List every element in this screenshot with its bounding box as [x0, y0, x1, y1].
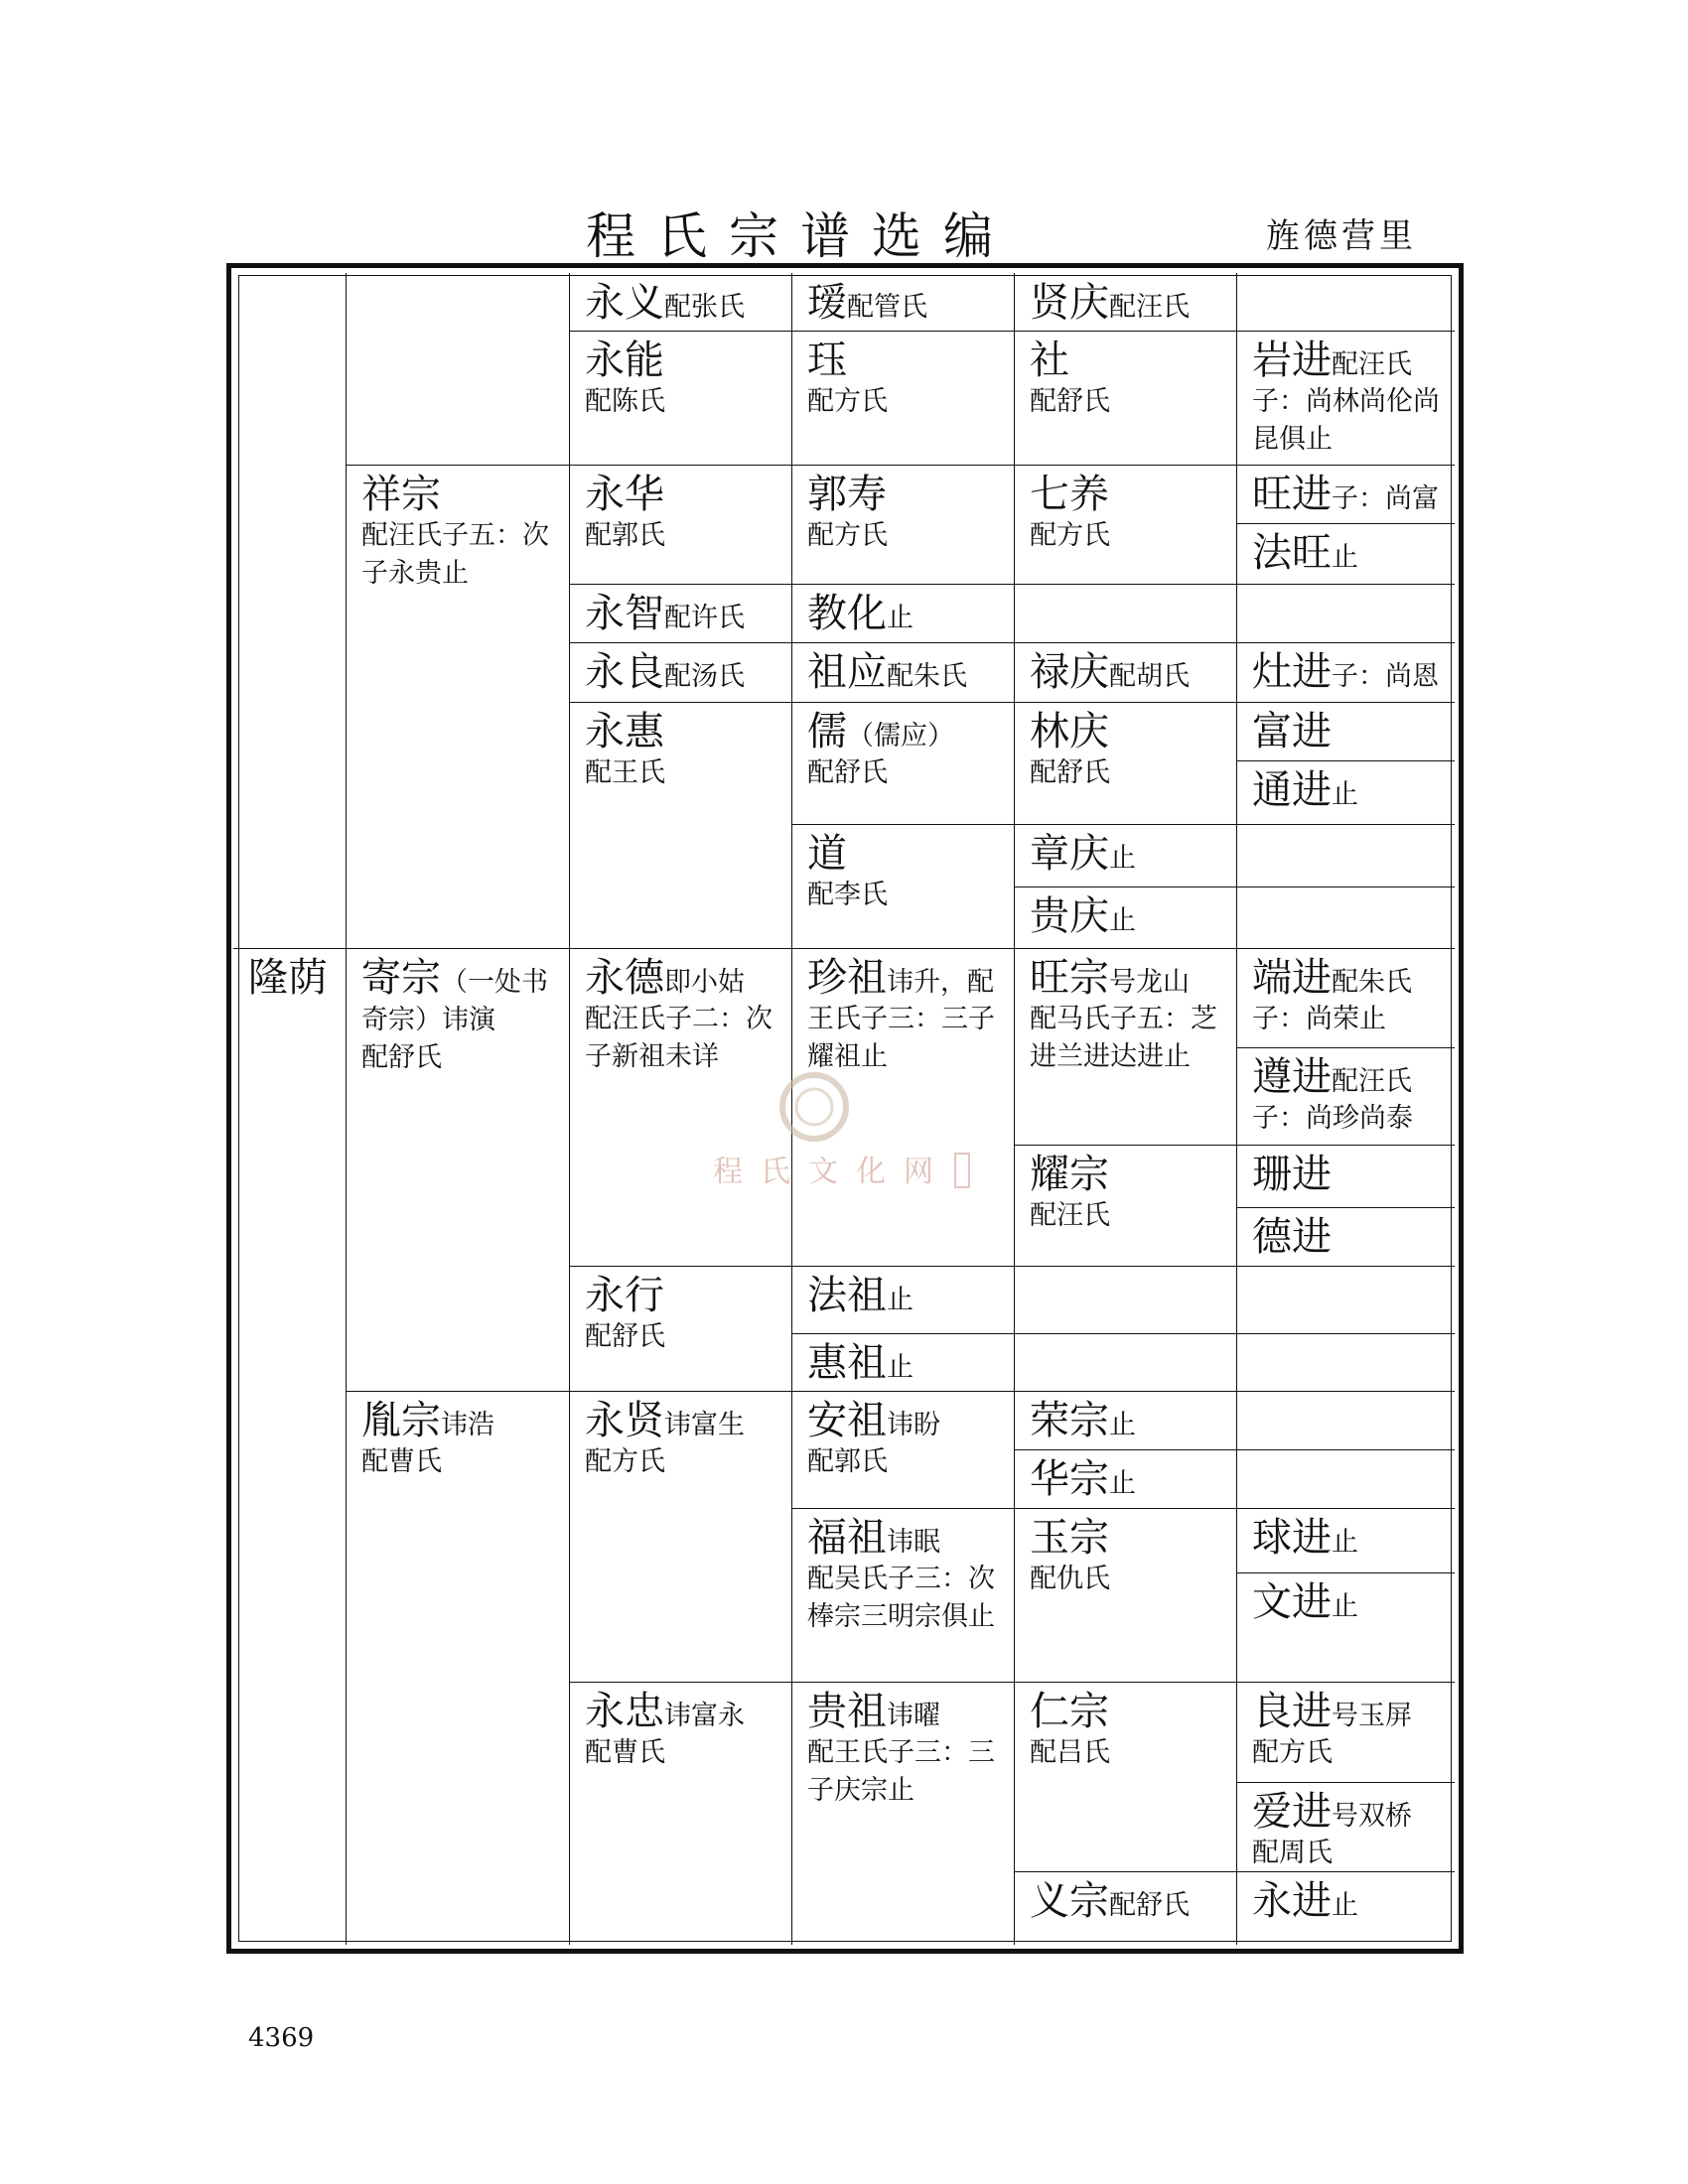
person-xianqing: 贤庆配汪氏	[1030, 280, 1190, 326]
person-dao: 道 配李氏	[807, 831, 888, 910]
person-yongde: 永德即小姑 配汪氏子二：次子新祖未详	[585, 955, 773, 1072]
person-duanjin: 端进配朱氏 子：尚荣止	[1252, 955, 1412, 1034]
person-guiqing: 贵庆止	[1030, 893, 1136, 939]
person-yongxing: 永行 配舒氏	[585, 1273, 665, 1352]
generation-label-longyin: 隆荫	[248, 955, 328, 1001]
person-yuzong: 玉宗 配仇氏	[1030, 1515, 1110, 1594]
person-yonghui: 永惠 配王氏	[585, 709, 665, 788]
person-dejin: 德进	[1252, 1214, 1332, 1260]
person-yongxian: 永贤讳富生 配方氏	[585, 1398, 745, 1477]
person-luqing: 禄庆配胡氏	[1030, 649, 1190, 695]
person-fawang: 法旺止	[1252, 530, 1358, 576]
person-ai: 瑷配管氏	[807, 280, 927, 326]
person-yinzong: 胤宗讳浩 配曹氏	[361, 1398, 494, 1477]
person-she: 社 配舒氏	[1030, 338, 1110, 417]
person-jiaohua: 教化止	[807, 591, 914, 636]
person-yongjin: 永进止	[1252, 1878, 1358, 1924]
person-wenjin: 文进止	[1252, 1579, 1358, 1625]
person-renzong: 仁宗 配吕氏	[1030, 1689, 1110, 1768]
person-zaojin: 灶进子：尚恩	[1252, 649, 1439, 695]
person-ru: 儒（儒应） 配舒氏	[807, 709, 954, 788]
person-yongneng: 永能 配陈氏	[585, 338, 665, 417]
person-shanjin: 珊进	[1252, 1152, 1332, 1197]
svg-text:程氏文化网: 程氏文化网	[713, 1155, 951, 1189]
person-qiyang: 七养 配方氏	[1030, 472, 1110, 551]
page-number: 4369	[248, 2023, 315, 2053]
person-yizong: 义宗配舒氏	[1030, 1878, 1190, 1924]
person-guoshou: 郭寿 配方氏	[807, 472, 888, 551]
person-jizong: 寄宗（一处书奇宗）讳演 配舒氏	[361, 955, 548, 1073]
person-xiangzong: 祥宗 配汪氏子五：次子永贵止	[361, 472, 549, 589]
person-huizu: 惠祖止	[807, 1340, 914, 1386]
person-wangjin: 旺进子：尚富	[1252, 472, 1439, 517]
person-fazu: 法祖止	[807, 1273, 914, 1318]
person-zuying: 祖应配朱氏	[807, 649, 967, 695]
person-anzu: 安祖讳盼 配郭氏	[807, 1398, 940, 1477]
person-fujin: 富进	[1252, 709, 1332, 754]
person-zunjin: 遵进配汪氏 子：尚珍尚泰	[1252, 1054, 1413, 1134]
person-rongzong: 荣宗止	[1030, 1398, 1136, 1443]
person-qiujin: 球进止	[1252, 1515, 1358, 1561]
person-linqing: 林庆 配舒氏	[1030, 709, 1110, 788]
person-yongyi: 永义配张氏	[585, 280, 745, 326]
person-tongjin: 通进止	[1252, 767, 1358, 813]
person-guizu: 贵祖讳曜 配王氏子三：三子庆宗止	[807, 1689, 995, 1806]
person-huazong: 华宗止	[1030, 1456, 1136, 1502]
person-aijin: 爱进号双桥 配周氏	[1252, 1789, 1412, 1868]
person-yongzhi: 永智配许氏	[585, 591, 745, 636]
person-yanjin: 岩进配汪氏 子：尚林尚伦尚昆俱止	[1252, 338, 1440, 455]
person-zhangqing: 章庆止	[1030, 831, 1136, 877]
person-zhenzu: 珍祖讳升，配 王氏子三：三子耀祖止	[807, 955, 995, 1072]
person-yu: 珏 配方氏	[807, 338, 888, 417]
page-subtitle: 旌德营里	[1266, 216, 1417, 256]
person-liangjin: 良进号玉屏 配方氏	[1252, 1689, 1412, 1768]
person-wangzong: 旺宗号龙山 配马氏子五：芝进兰进达进止	[1030, 955, 1217, 1072]
person-fuzu: 福祖讳眠 配吴氏子三：次棒宗三明宗俱止	[807, 1515, 995, 1632]
person-yongliang: 永良配汤氏	[585, 649, 745, 695]
person-yaozong: 耀宗 配汪氏	[1030, 1152, 1110, 1231]
person-yongzhong: 永忠讳富永 配曹氏	[585, 1689, 745, 1768]
page-title: 程氏宗谱选编	[586, 207, 1015, 265]
person-yonghua: 永华 配郭氏	[585, 472, 665, 551]
